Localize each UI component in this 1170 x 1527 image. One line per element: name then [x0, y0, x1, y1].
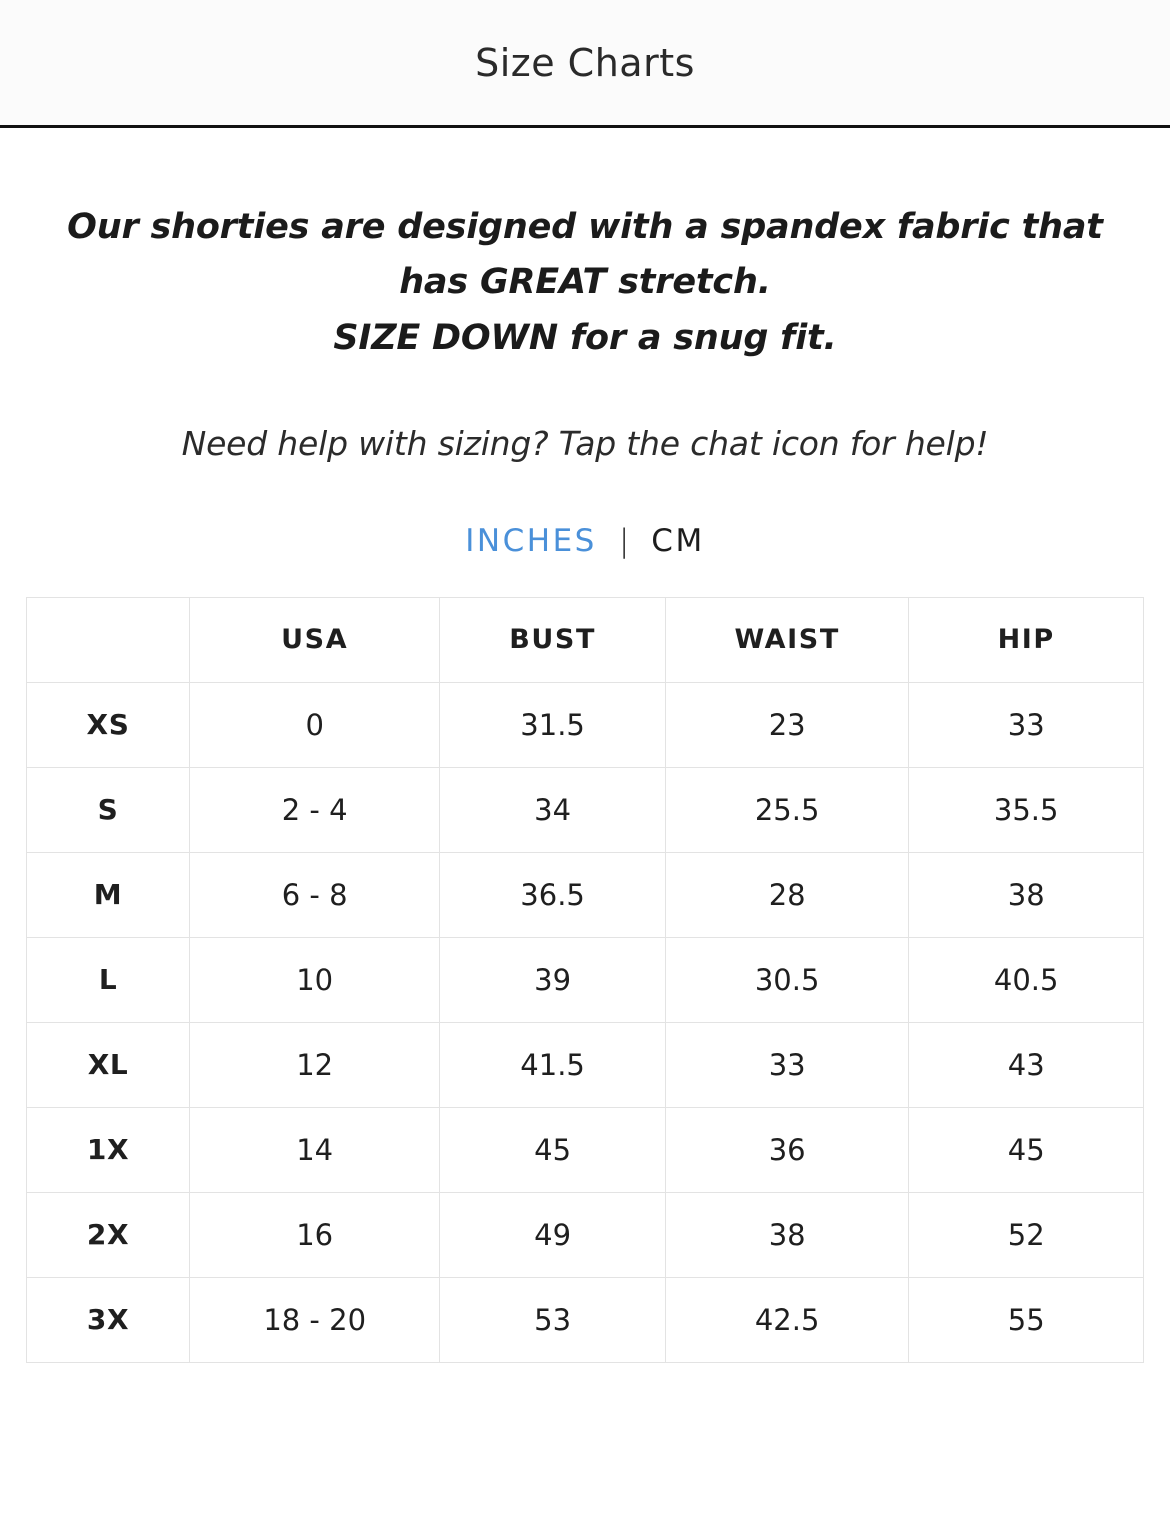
unit-option-inches[interactable]: INCHES	[465, 522, 597, 559]
cell-usa: 18 - 20	[190, 1277, 440, 1362]
cell-size: L	[27, 937, 190, 1022]
cell-size: M	[27, 852, 190, 937]
table-row	[27, 1192, 1144, 1277]
cell-bust: 34	[440, 767, 666, 852]
cell-size: XL	[27, 1022, 190, 1107]
cell-usa: 6 - 8	[190, 852, 440, 937]
column-header-usa: USA	[190, 597, 440, 682]
cell-waist: 28	[665, 852, 909, 937]
size-table-body	[27, 682, 1144, 1362]
cell-size: 3X	[27, 1277, 190, 1362]
cell-usa: 10	[190, 937, 440, 1022]
cell-hip: 38	[909, 852, 1144, 937]
cell-hip: 40.5	[909, 937, 1144, 1022]
cell-waist: 23	[665, 682, 909, 767]
cell-size: S	[27, 767, 190, 852]
cell-bust: 41.5	[440, 1022, 666, 1107]
cell-waist: 42.5	[665, 1277, 909, 1362]
cell-waist: 25.5	[665, 767, 909, 852]
table-row	[27, 682, 1144, 767]
column-header-waist: WAIST	[665, 597, 909, 682]
cell-usa: 14	[190, 1107, 440, 1192]
table-header-row	[27, 597, 1144, 682]
page-header	[0, 0, 1170, 128]
cell-waist: 30.5	[665, 937, 909, 1022]
cell-bust: 36.5	[440, 852, 666, 937]
cell-hip: 33	[909, 682, 1144, 767]
cell-bust: 39	[440, 937, 666, 1022]
cell-hip: 43	[909, 1022, 1144, 1107]
table-row	[27, 1107, 1144, 1192]
intro-copy	[0, 200, 1170, 463]
cell-hip: 45	[909, 1107, 1144, 1192]
cell-usa: 16	[190, 1192, 440, 1277]
unit-option-cm[interactable]: CM	[651, 522, 705, 559]
table-row	[27, 767, 1144, 852]
intro-line-1: Our shorties are designed with a spandex fabric that has GREAT stretch.	[67, 207, 1103, 303]
sizing-help-text: Need help with sizing? Tap the chat icon for help!	[181, 423, 989, 463]
cell-size: 2X	[27, 1192, 190, 1277]
table-row	[27, 1022, 1144, 1107]
cell-waist: 36	[665, 1107, 909, 1192]
size-table-head	[27, 597, 1144, 682]
size-table	[26, 597, 1144, 1363]
cell-bust: 45	[440, 1107, 666, 1192]
cell-bust: 31.5	[440, 682, 666, 767]
page-title: Size Charts	[475, 40, 695, 85]
size-table-wrapper	[26, 597, 1144, 1363]
table-row	[27, 852, 1144, 937]
cell-usa: 0	[190, 682, 440, 767]
cell-waist: 33	[665, 1022, 909, 1107]
cell-bust: 53	[440, 1277, 666, 1362]
cell-size: 1X	[27, 1107, 190, 1192]
column-header-size	[27, 597, 190, 682]
cell-size: XS	[27, 682, 190, 767]
cell-bust: 49	[440, 1192, 666, 1277]
cell-usa: 12	[190, 1022, 440, 1107]
cell-hip: 55	[909, 1277, 1144, 1362]
column-header-bust: BUST	[440, 597, 666, 682]
cell-usa: 2 - 4	[190, 767, 440, 852]
unit-separator: |	[618, 522, 630, 559]
cell-waist: 38	[665, 1192, 909, 1277]
column-header-hip: HIP	[909, 597, 1144, 682]
cell-hip: 52	[909, 1192, 1144, 1277]
table-row	[27, 937, 1144, 1022]
table-row	[27, 1277, 1144, 1362]
unit-toggle[interactable]	[0, 523, 1170, 559]
intro-line-2: SIZE DOWN for a snug fit.	[333, 317, 837, 358]
cell-hip: 35.5	[909, 767, 1144, 852]
